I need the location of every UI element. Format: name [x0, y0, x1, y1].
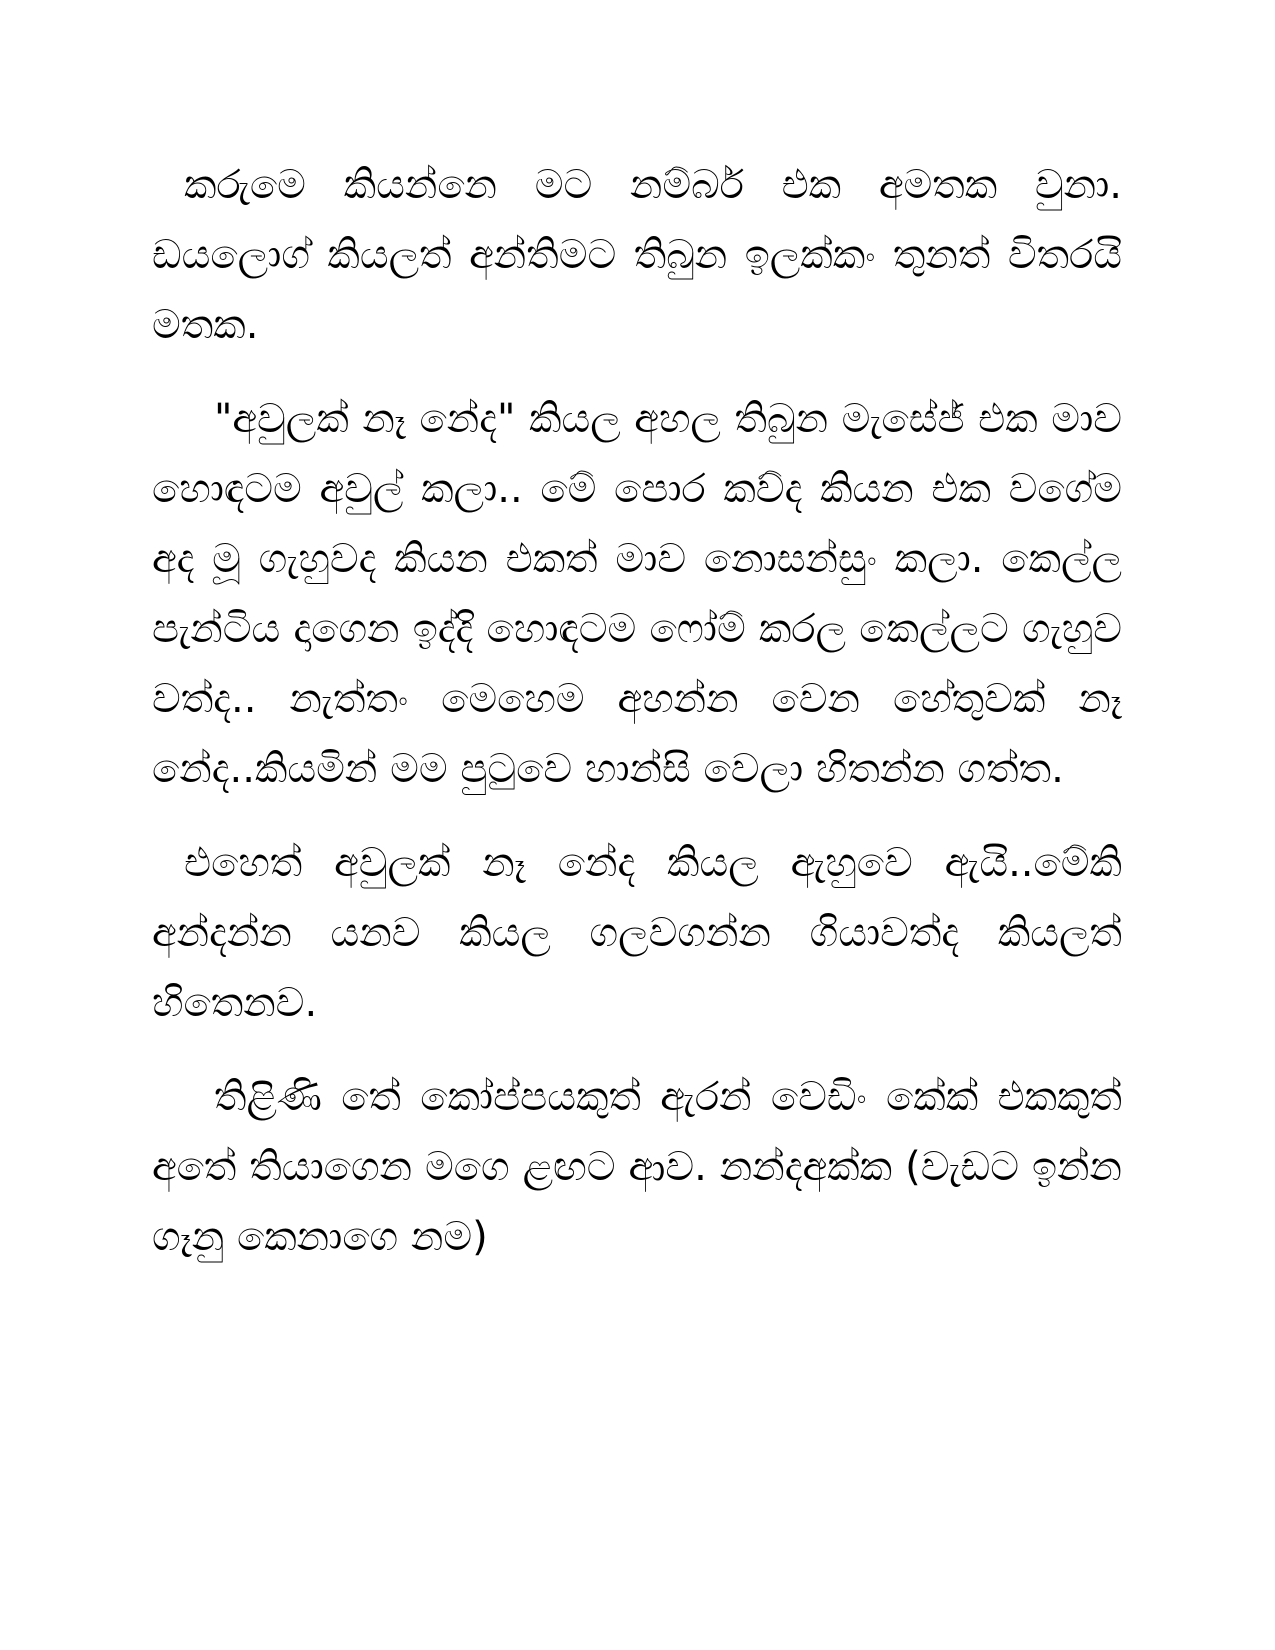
paragraph: "අවුලක් නෑ නේද" කියල අහල තිබුන මැසේජ් එක මාව හොඳටම අවුල් කලා.. මේ පොර කව්ද කියන එක වගේම අද මූ ගැහුවද කියන එකත් මාව නොසන්සුං කලා. කෙල්ල පැන්ටිය දාගෙන ඉද්දි හොඳටම ෆෝම් කරල කෙල්ලට ගැහුව වත්ද.. නැත්තං මෙහෙම අහන්න වෙන හේතුවක් නෑ නේද..කියමින් මම පුටුවෙ හාන්සි වෙලා හිතන්න ගත්ත.: [152, 396, 1122, 792]
paragraph: එහෙත් අවුලක් නෑ නේද කියල ඇහුවෙ ඇයි..මේකි අන්දන්න යනව කියල ගලවගන්න ගියාවත්ද කියලත් හිතෙනව.: [152, 840, 1122, 1026]
paragraph: කරුමෙ කියන්නෙ මට නම්බර් එක අමතක වුනා. ඩයලොග් කියලත් අන්තිමට තිබුන ඉලක්කං තුනත් විතරයි මතක.: [152, 162, 1122, 348]
body-text: [152, 150, 1122, 1296]
paragraph: තිළිණි තේ කෝප්පයකුත් ඇරන් වෙඩිං කේක් එකකුත් අතේ තියාගෙන මගෙ ළඟට ආව. නන්දඅක්ක (වැඩට ඉන්න ගෑනු කෙනාගෙ නම): [152, 1074, 1122, 1260]
